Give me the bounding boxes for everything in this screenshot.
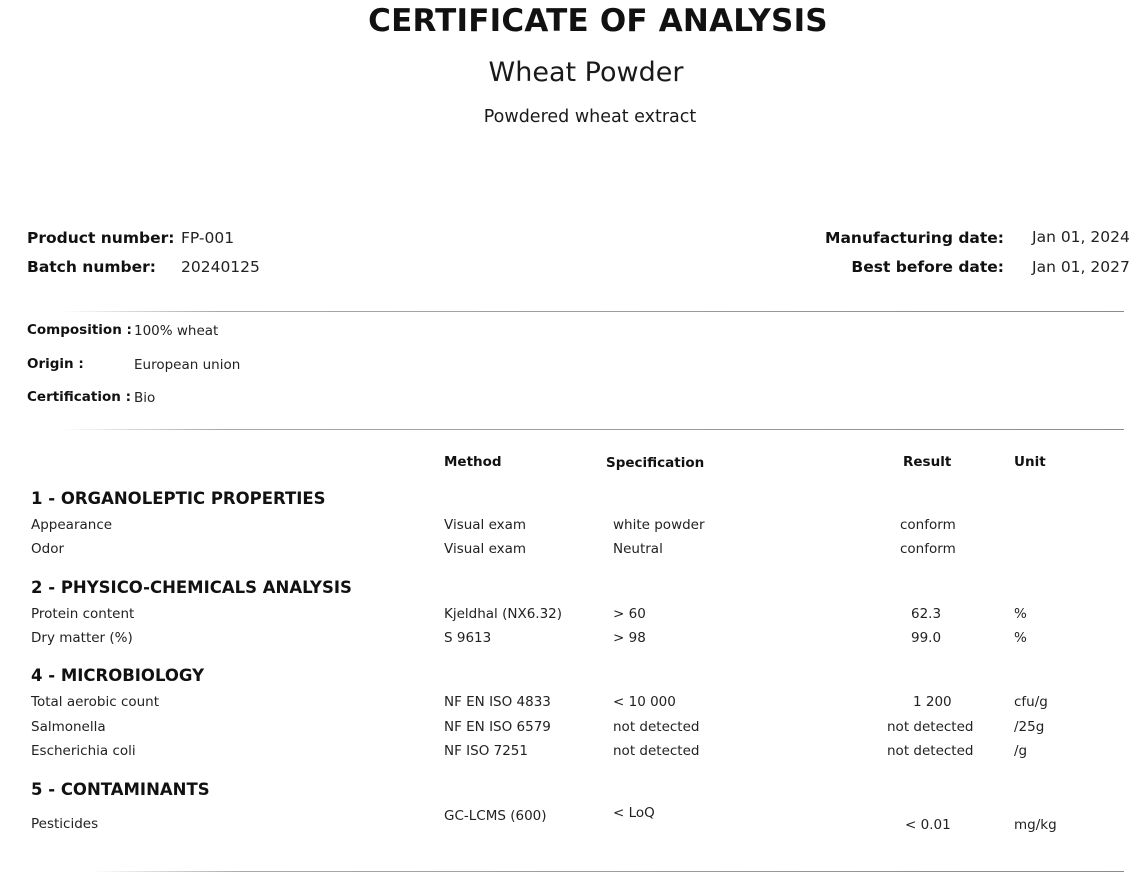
column-header-result: Result [903, 454, 952, 470]
result-appearance: conform [900, 517, 956, 533]
divider-bottom [90, 871, 1124, 872]
section-title-physico-chemicals: 2 - PHYSICO-CHEMICALS ANALYSIS [31, 578, 352, 597]
best-before-label: Best before date: [851, 258, 1004, 276]
section-title-contaminants: 5 - CONTAMINANTS [31, 780, 210, 799]
specification-total-aerobic-count: < 10 000 [613, 694, 676, 710]
unit-total-aerobic-count: cfu/g [1014, 694, 1048, 710]
specification-protein-content: > 60 [613, 606, 646, 622]
best-before-value: Jan 01, 2027 [1032, 258, 1130, 276]
result-total-aerobic-count: 1 200 [913, 694, 952, 710]
product-name: Wheat Powder [488, 57, 684, 88]
parameter-pesticides: Pesticides [31, 816, 99, 832]
method-appearance: Visual exam [444, 517, 527, 533]
manufacturing-date-label: Manufacturing date: [825, 229, 1004, 247]
certification-value: Bio [134, 390, 156, 406]
specification-pesticides: < LoQ [613, 805, 655, 821]
batch-number-value: 20240125 [181, 258, 260, 276]
method-dry-matter: S 9613 [444, 630, 492, 646]
parameter-dry-matter: Dry matter (%) [31, 630, 133, 646]
result-escherichia-coli: not detected [887, 743, 974, 759]
parameter-salmonella: Salmonella [31, 719, 106, 735]
method-odor: Visual exam [444, 541, 527, 557]
unit-pesticides: mg/kg [1014, 817, 1057, 833]
origin-value: European union [134, 357, 241, 373]
section-title-microbiology: 4 - MICROBIOLOGY [31, 666, 205, 685]
method-pesticides: GC-LCMS (600) [444, 808, 547, 824]
unit-dry-matter: % [1014, 630, 1027, 646]
method-total-aerobic-count: NF EN ISO 4833 [444, 694, 551, 710]
method-escherichia-coli: NF ISO 7251 [444, 743, 528, 759]
method-protein-content: Kjeldhal (NX6.32) [444, 606, 563, 622]
method-salmonella: NF EN ISO 6579 [444, 719, 551, 735]
product-number-label: Product number: [27, 229, 175, 247]
parameter-appearance: Appearance [31, 517, 113, 533]
specification-appearance: white powder [613, 517, 705, 533]
section-title-organoleptic: 1 - ORGANOLEPTIC PROPERTIES [31, 489, 326, 508]
parameter-protein-content: Protein content [31, 606, 135, 622]
composition-label: Composition : [27, 322, 132, 338]
result-dry-matter: 99.0 [911, 630, 942, 646]
batch-number-label: Batch number: [27, 258, 156, 276]
specification-odor: Neutral [613, 541, 663, 557]
parameter-total-aerobic-count: Total aerobic count [31, 694, 160, 710]
unit-escherichia-coli: /g [1014, 743, 1028, 759]
result-salmonella: not detected [887, 719, 974, 735]
result-pesticides: < 0.01 [905, 817, 951, 833]
origin-label: Origin : [27, 356, 84, 372]
product-description: Powdered wheat extract [483, 107, 697, 127]
manufacturing-date-value: Jan 01, 2024 [1032, 228, 1130, 246]
column-header-unit: Unit [1014, 454, 1046, 470]
specification-salmonella: not detected [613, 719, 700, 735]
parameter-odor: Odor [31, 541, 65, 557]
column-header-method: Method [444, 454, 502, 470]
parameter-escherichia-coli: Escherichia coli [31, 743, 136, 759]
certification-label: Certification : [27, 389, 131, 405]
result-protein-content: 62.3 [911, 606, 942, 622]
unit-protein-content: % [1014, 606, 1027, 622]
specification-dry-matter: > 98 [613, 630, 646, 646]
product-number-value: FP-001 [181, 229, 235, 247]
divider-middle [60, 429, 1124, 430]
unit-salmonella: /25g [1014, 719, 1045, 735]
column-header-specification: Specification [606, 455, 705, 471]
result-odor: conform [900, 541, 956, 557]
divider-top [60, 311, 1124, 312]
document-title: CERTIFICATE OF ANALYSIS [368, 3, 828, 39]
composition-value: 100% wheat [134, 323, 219, 339]
specification-escherichia-coli: not detected [613, 743, 700, 759]
